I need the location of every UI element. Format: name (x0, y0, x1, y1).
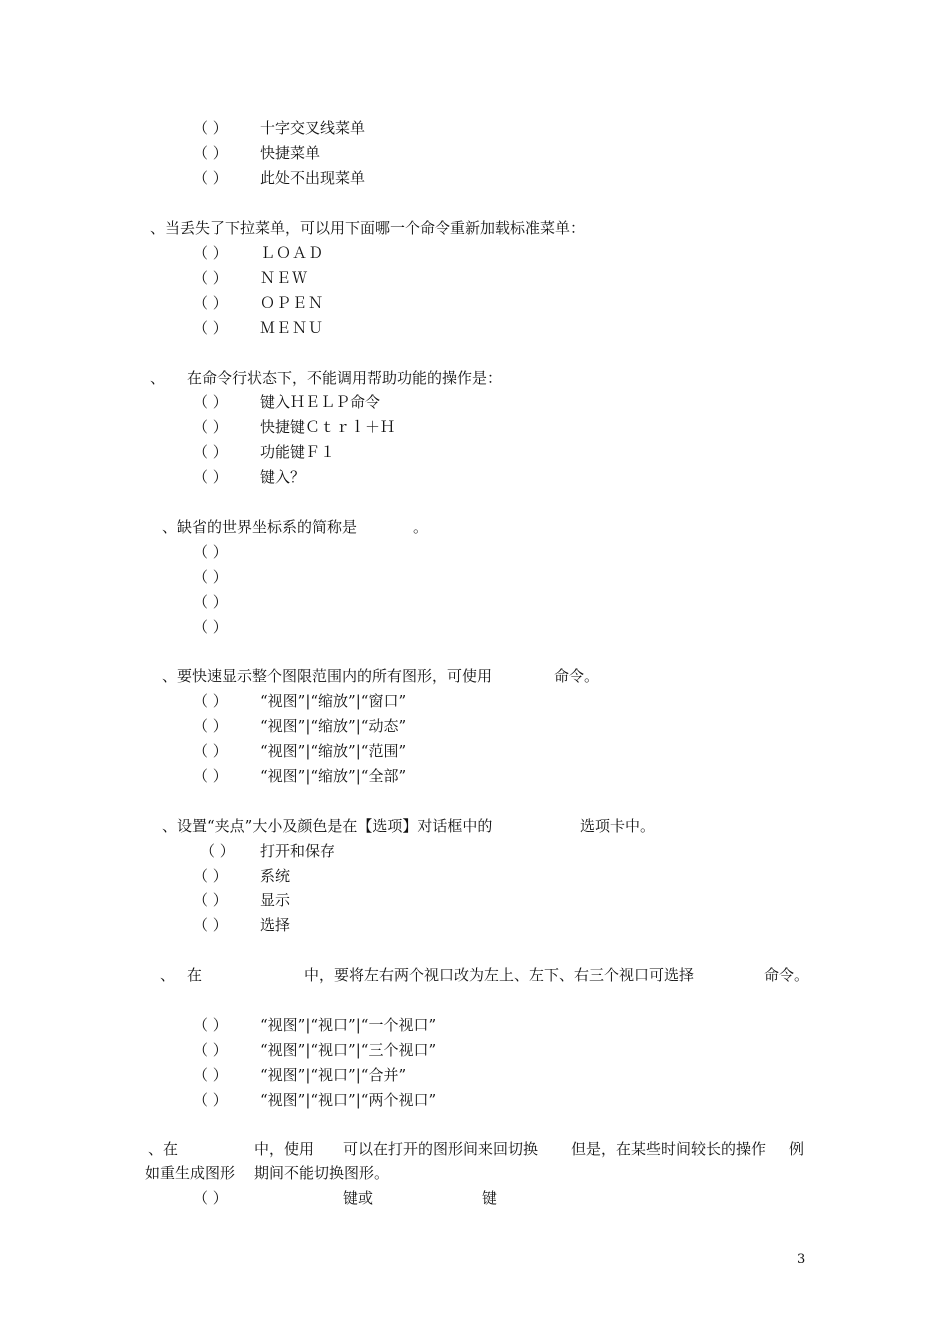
option-paren: （ ） (193, 393, 228, 411)
option-text: “视图”|“缩放”|“动态” (260, 717, 407, 735)
option-paren: （ ） (193, 468, 228, 486)
question-text: 但是，在某些时间较长的操作 (571, 1140, 767, 1158)
question-text: 可以在打开的图形间来回切换 (343, 1140, 539, 1158)
question-text: 例 (789, 1140, 805, 1158)
option-paren: （ ） (193, 1066, 228, 1084)
option-paren: （ ） (193, 418, 228, 436)
question-text: 选项卡中。 (580, 817, 656, 835)
option-text: “视图”|“缩放”|“范围” (260, 742, 407, 760)
option-paren: （ ） (193, 618, 228, 636)
option-paren: （ ） (193, 891, 228, 909)
question-text: 、 (150, 369, 166, 387)
option-text: 十字交叉线菜单 (260, 119, 366, 137)
option-paren: （ ） (200, 842, 235, 860)
option-text: 系统 (260, 867, 291, 885)
question-text: 。 (413, 518, 429, 536)
option-text: 选择 (260, 916, 291, 934)
option-paren: （ ） (193, 543, 228, 561)
option-paren: （ ） (193, 144, 228, 162)
question-text: 中，使用 (254, 1140, 315, 1158)
question-text: 在命令行状态下，不能调用帮助功能的操作是： (187, 369, 503, 387)
question-text: 期间不能切换图形。 (254, 1164, 390, 1182)
option-paren: （ ） (193, 717, 228, 735)
option-text: 快捷菜单 (260, 144, 321, 162)
question-text: 、设置“夹点”大小及颜色是在【选项】对话框中的 (162, 817, 493, 835)
option-text: “视图”|“缩放”|“窗口” (260, 692, 407, 710)
option-paren: （ ） (193, 867, 228, 885)
option-text: ＯＰＥＮ (260, 294, 325, 312)
option-text: “视图”|“视口”|“三个视口” (260, 1041, 437, 1059)
question-text: 中，要将左右两个视口改为左上、左下、右三个视口可选择 (304, 966, 695, 984)
option-text: ＭＥＮＵ (260, 319, 325, 337)
option-paren: （ ） (193, 916, 228, 934)
option-paren: （ ） (193, 742, 228, 760)
option-text: 打开和保存 (260, 842, 336, 860)
option-text: ＬＯＡＤ (260, 244, 325, 262)
option-paren: （ ） (193, 767, 228, 785)
option-paren: （ ） (193, 1091, 228, 1109)
page-number: 3 (797, 1252, 806, 1267)
question-text: 命令。 (554, 667, 600, 685)
option-paren: （ ） (193, 593, 228, 611)
question-text: 、要快速显示整个图限范围内的所有图形，可使用 (162, 667, 493, 685)
option-text: “视图”|“视口”|“合并” (260, 1066, 407, 1084)
option-text: 键或 (343, 1189, 374, 1207)
option-paren: （ ） (193, 169, 228, 187)
option-paren: （ ） (193, 443, 228, 461)
option-paren: （ ） (193, 244, 228, 262)
option-paren: （ ） (193, 1041, 228, 1059)
question-text: 如重生成图形 (145, 1164, 236, 1182)
option-paren: （ ） (193, 692, 228, 710)
option-paren: （ ） (193, 319, 228, 337)
option-text: 键入ＨＥＬＰ命令 (260, 393, 381, 411)
option-text: 显示 (260, 891, 291, 909)
option-paren: （ ） (193, 1016, 228, 1034)
option-text: 快捷键Ｃｔｒｌ＋Ｈ (260, 418, 396, 436)
question-text: 命令。 (764, 966, 810, 984)
question-text: 、在 (148, 1140, 179, 1158)
option-text: 功能键Ｆ１ (260, 443, 336, 461)
option-text: 键入？ (260, 468, 306, 486)
question-text: 、 (160, 966, 176, 984)
option-paren: （ ） (193, 269, 228, 287)
option-text: “视图”|“视口”|“一个视口” (260, 1016, 437, 1034)
option-text: “视图”|“视口”|“两个视口” (260, 1091, 437, 1109)
option-paren: （ ） (193, 568, 228, 586)
question-text: 、当丢失了下拉菜单，可以用下面哪一个命令重新加载标准菜单： (150, 219, 586, 237)
option-paren: （ ） (193, 119, 228, 137)
option-text: 键 (482, 1189, 498, 1207)
question-text: 在 (187, 966, 203, 984)
question-text: 、缺省的世界坐标系的简称是 (162, 518, 358, 536)
option-text: 此处不出现菜单 (260, 169, 366, 187)
option-text: ＮＥＷ (260, 269, 309, 287)
option-paren: （ ） (193, 294, 228, 312)
option-text: “视图”|“缩放”|“全部” (260, 767, 407, 785)
option-paren: （ ） (193, 1189, 228, 1207)
